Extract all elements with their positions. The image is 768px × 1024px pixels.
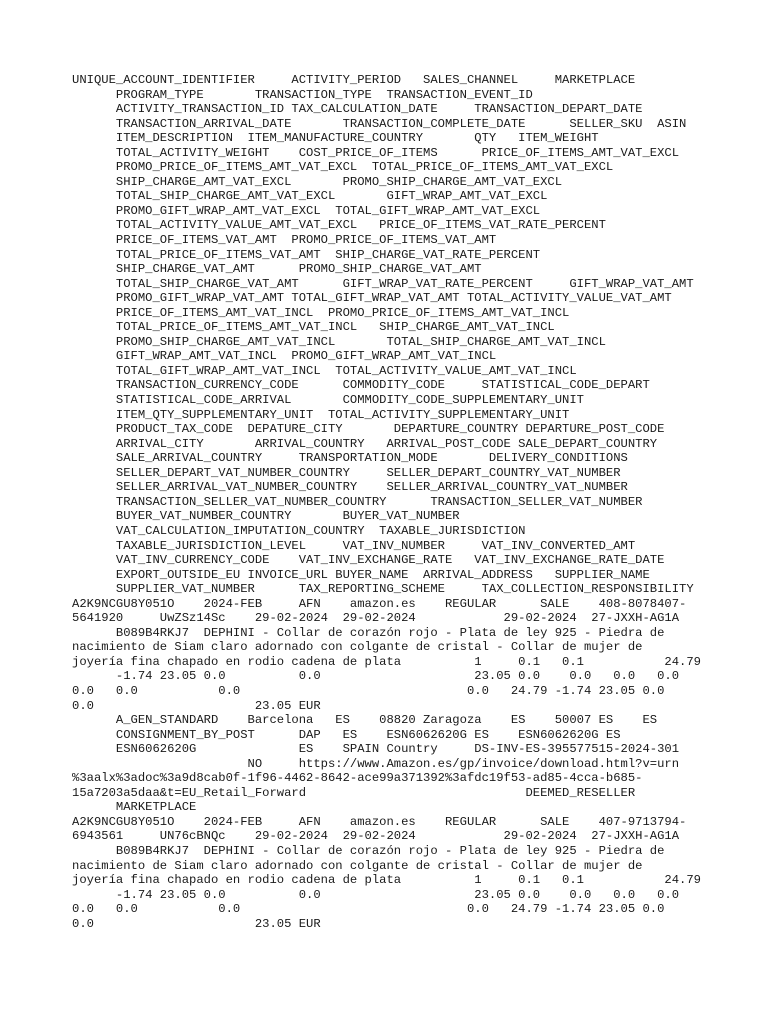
header-line: ITEM_QTY_SUPPLEMENTARY_UNIT TOTAL_ACTIVITY_SUPPLEMENTARY_UNIT bbox=[72, 407, 570, 422]
record-line: A2K9NCGU8Y051O 2024-FEB AFN amazon.es REGULAR SALE 407-9713794- bbox=[72, 814, 687, 829]
record-line: nacimiento de Siam claro adornado con colgante de cristal - Collar de mujer de bbox=[72, 640, 643, 655]
record-line: 0.0 0.0 0.0 0.0 24.79 -1.74 23.05 0.0 bbox=[72, 683, 665, 698]
record-line: nacimiento de Siam claro adornado con colgante de cristal - Collar de mujer de bbox=[72, 858, 643, 873]
header-line: TRANSACTION_SELLER_VAT_NUMBER_COUNTRY TRANSACTION_SELLER_VAT_NUMBER bbox=[72, 494, 643, 509]
header-line: TOTAL_GIFT_WRAP_AMT_VAT_INCL TOTAL_ACTIVITY_VALUE_AMT_VAT_INCL bbox=[72, 363, 577, 378]
record-line: B089B4RKJ7 DEPHINI - Collar de corazón rojo - Plata de ley 925 - Piedra de bbox=[72, 843, 665, 858]
header-line: ARRIVAL_CITY ARRIVAL_COUNTRY ARRIVAL_POST_CODE SALE_DEPART_COUNTRY bbox=[72, 436, 658, 451]
record-line: 0.0 0.0 0.0 0.0 24.79 -1.74 23.05 0.0 bbox=[72, 902, 665, 917]
header-line: TAXABLE_JURISDICTION_LEVEL VAT_INV_NUMBER VAT_INV_CONVERTED_AMT bbox=[72, 538, 636, 553]
record-line: 0.0 23.05 EUR bbox=[72, 698, 321, 713]
header-line: ITEM_DESCRIPTION ITEM_MANUFACTURE_COUNTRY QTY ITEM_WEIGHT bbox=[72, 131, 599, 146]
report-text bbox=[72, 73, 762, 946]
header-line: SUPPLIER_VAT_NUMBER TAX_REPORTING_SCHEME TAX_COLLECTION_RESPONSIBILITY bbox=[72, 582, 694, 597]
header-line: PRODUCT_TAX_CODE DEPATURE_CITY DEPARTURE_COUNTRY DEPARTURE_POST_CODE bbox=[72, 422, 665, 437]
header-line: EXPORT_OUTSIDE_EU INVOICE_URL BUYER_NAME ARRIVAL_ADDRESS SUPPLIER_NAME bbox=[72, 567, 650, 582]
header-line: PROMO_GIFT_WRAP_VAT_AMT TOTAL_GIFT_WRAP_VAT_AMT TOTAL_ACTIVITY_VALUE_VAT_AMT bbox=[72, 291, 672, 306]
record-line: 0.0 23.05 EUR bbox=[72, 916, 321, 931]
record-line: B089B4RKJ7 DEPHINI - Collar de corazón rojo - Plata de ley 925 - Piedra de bbox=[72, 625, 665, 640]
header-line: BUYER_VAT_NUMBER_COUNTRY BUYER_VAT_NUMBER bbox=[72, 509, 460, 524]
header-line: TOTAL_SHIP_CHARGE_AMT_VAT_EXCL GIFT_WRAP_AMT_VAT_EXCL bbox=[72, 189, 548, 204]
record-line: -1.74 23.05 0.0 0.0 23.05 0.0 0.0 0.0 0.0 bbox=[72, 669, 680, 684]
header-line: TOTAL_SHIP_CHARGE_VAT_AMT GIFT_WRAP_VAT_RATE_PERCENT GIFT_WRAP_VAT_AMT bbox=[72, 276, 694, 291]
header-line: TOTAL_PRICE_OF_ITEMS_VAT_AMT SHIP_CHARGE_VAT_RATE_PERCENT bbox=[72, 247, 541, 262]
header-line: PRICE_OF_ITEMS_VAT_AMT PROMO_PRICE_OF_ITEMS_VAT_AMT bbox=[72, 233, 497, 248]
header-line: SELLER_ARRIVAL_VAT_NUMBER_COUNTRY SELLER_ARRIVAL_COUNTRY_VAT_NUMBER bbox=[72, 480, 628, 495]
record-line: A_GEN_STANDARD Barcelona ES 08820 Zaragoza ES 50007 ES ES bbox=[72, 713, 658, 728]
header-line: STATISTICAL_CODE_ARRIVAL COMMODITY_CODE_SUPPLEMENTARY_UNIT bbox=[72, 393, 584, 408]
header-line: PROMO_GIFT_WRAP_AMT_VAT_EXCL TOTAL_GIFT_WRAP_AMT_VAT_EXCL bbox=[72, 203, 541, 218]
header-line: PRICE_OF_ITEMS_AMT_VAT_INCL PROMO_PRICE_OF_ITEMS_AMT_VAT_INCL bbox=[72, 305, 570, 320]
header-line: UNIQUE_ACCOUNT_IDENTIFIER ACTIVITY_PERIOD SALES_CHANNEL MARKETPLACE bbox=[72, 73, 636, 87]
record-line bbox=[72, 931, 762, 946]
record-line: -1.74 23.05 0.0 0.0 23.05 0.0 0.0 0.0 0.0 bbox=[72, 887, 680, 902]
header-line: TOTAL_ACTIVITY_WEIGHT COST_PRICE_OF_ITEMS PRICE_OF_ITEMS_AMT_VAT_EXCL bbox=[72, 145, 680, 160]
header-line: SHIP_CHARGE_AMT_VAT_EXCL PROMO_SHIP_CHARGE_AMT_VAT_EXCL bbox=[72, 174, 563, 189]
header-line: TOTAL_PRICE_OF_ITEMS_AMT_VAT_INCL SHIP_CHARGE_AMT_VAT_INCL bbox=[72, 320, 555, 335]
header-line: SHIP_CHARGE_VAT_AMT PROMO_SHIP_CHARGE_VAT_AMT bbox=[72, 262, 482, 277]
header-line: TRANSACTION_ARRIVAL_DATE TRANSACTION_COMPLETE_DATE SELLER_SKU ASIN bbox=[72, 116, 687, 131]
header-line: TOTAL_ACTIVITY_VALUE_AMT_VAT_EXCL PRICE_OF_ITEMS_VAT_RATE_PERCENT bbox=[72, 218, 606, 233]
header-line: GIFT_WRAP_AMT_VAT_INCL PROMO_GIFT_WRAP_AMT_VAT_INCL bbox=[72, 349, 497, 364]
record-line: joyería fina chapado en rodio cadena de plata 1 0.1 0.1 24.79 bbox=[72, 873, 701, 888]
header-line: ACTIVITY_TRANSACTION_ID TAX_CALCULATION_DATE TRANSACTION_DEPART_DATE bbox=[72, 102, 643, 117]
record-line: joyería fina chapado en rodio cadena de plata 1 0.1 0.1 24.79 bbox=[72, 654, 701, 669]
header-line: SELLER_DEPART_VAT_NUMBER_COUNTRY SELLER_DEPART_COUNTRY_VAT_NUMBER bbox=[72, 465, 621, 480]
header-line: TRANSACTION_CURRENCY_CODE COMMODITY_CODE STATISTICAL_CODE_DEPART bbox=[72, 378, 650, 393]
record-line: 6943561 UN76cBNQc 29-02-2024 29-02-2024 29-02-2024 27-JXXH-AG1A bbox=[72, 829, 680, 844]
record-line: CONSIGNMENT_BY_POST DAP ES ESN6062620G ES ESN6062620G ES bbox=[72, 727, 621, 742]
record-line: MARKETPLACE bbox=[72, 800, 197, 815]
header-line: SALE_ARRIVAL_COUNTRY TRANSPORTATION_MODE DELIVERY_CONDITIONS bbox=[72, 451, 628, 466]
record-line: ESN6062620G ES SPAIN Country DS-INV-ES-395577515-2024-301 bbox=[72, 742, 680, 757]
record-line: NO https://www.Amazon.es/gp/invoice/download.html?v=urn bbox=[72, 756, 680, 771]
header-line: VAT_INV_CURRENCY_CODE VAT_INV_EXCHANGE_RATE VAT_INV_EXCHANGE_RATE_DATE bbox=[72, 553, 665, 568]
record-line: 5641920 UwZSz14Sc 29-02-2024 29-02-2024 29-02-2024 27-JXXH-AG1A bbox=[72, 611, 680, 626]
header-line: VAT_CALCULATION_IMPUTATION_COUNTRY TAXABLE_JURISDICTION bbox=[72, 523, 526, 538]
record-line: A2K9NCGU8Y051O 2024-FEB AFN amazon.es REGULAR SALE 408-8078407- bbox=[72, 596, 687, 611]
header-line: PROMO_SHIP_CHARGE_AMT_VAT_INCL TOTAL_SHIP_CHARGE_AMT_VAT_INCL bbox=[72, 334, 606, 349]
record-line: 15a7203a5daa&t=EU_Retail_Forward DEEMED_RESELLER bbox=[72, 785, 636, 800]
header-line: PROGRAM_TYPE TRANSACTION_TYPE TRANSACTION_EVENT_ID bbox=[72, 87, 533, 102]
header-line: PROMO_PRICE_OF_ITEMS_AMT_VAT_EXCL TOTAL_PRICE_OF_ITEMS_AMT_VAT_EXCL bbox=[72, 160, 614, 175]
record-line: %3aalx%3adoc%3a9d8cab0f-1f96-4462-8642-ace99a371392%3afdc19f53-ad85-4cca-b685- bbox=[72, 771, 643, 786]
